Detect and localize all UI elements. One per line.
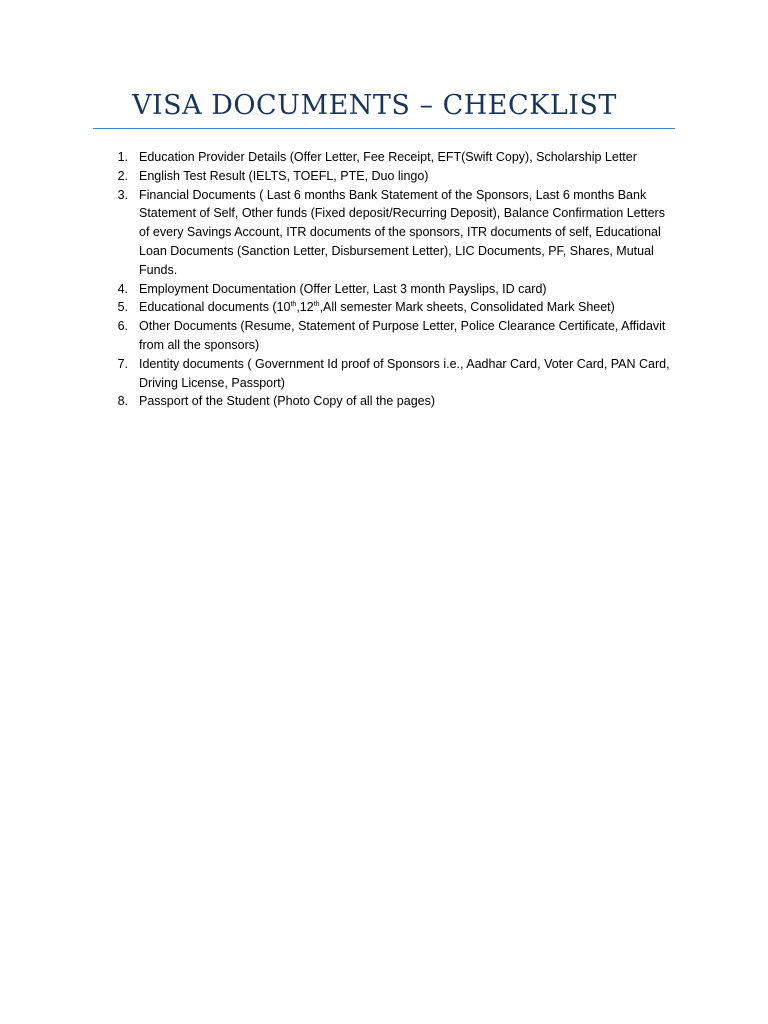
item-text — [139, 298, 670, 317]
page-title: VISA DOCUMENTS – CHECKLIST — [132, 90, 617, 121]
item-text: Identity documents ( Government Id proof of Sponsors i.e., Aadhar Card, Voter Card, PAN Card, Driving License, Passport) — [139, 356, 670, 390]
checklist-item-8 — [110, 392, 670, 411]
visa-documents-checklist — [110, 148, 670, 411]
item-text: English Test Result (IELTS, TOEFL, PTE, Duo lingo) — [139, 168, 429, 183]
item-text-part: Educational documents (10 — [139, 300, 291, 315]
checklist-item-5 — [110, 298, 670, 317]
item-number: 7. — [117, 356, 128, 371]
item-number: 3. — [117, 187, 128, 202]
superscript-th: th — [290, 301, 297, 309]
checklist-item-7 — [110, 355, 670, 393]
checklist-item-4 — [110, 280, 670, 299]
item-number: 5. — [117, 300, 128, 315]
item-text-part: ,12 — [296, 300, 314, 315]
superscript-th: th — [313, 301, 320, 309]
checklist-item-3 — [110, 186, 670, 280]
item-number: 1. — [117, 150, 128, 164]
item-text: Other Documents (Resume, Statement of Purpose Letter, Police Clearance Certificate, Affidavit from all the sponsors) — [139, 319, 666, 352]
checklist-item-6 — [110, 317, 670, 355]
item-number: 6. — [117, 319, 128, 334]
item-number: 4. — [117, 281, 128, 296]
item-text-part: ,All semester Mark sheets, Consolidated Mark Sheet) — [319, 300, 615, 315]
item-text: Employment Documentation (Offer Letter, Last 3 month Payslips, ID card) — [139, 281, 547, 296]
item-text: Education Provider Details (Offer Letter, Fee Receipt, EFT(Swift Copy), Scholarship Letter — [139, 150, 637, 164]
item-number: 8. — [117, 394, 128, 409]
item-number: 2. — [117, 168, 128, 183]
title-underline-rule — [93, 128, 675, 129]
checklist-item-2 — [110, 167, 670, 186]
item-text: Financial Documents ( Last 6 months Bank Statement of the Sponsors, Last 6 months Bank Statement of Self, Other funds (Fixed deposit/Recurring Deposit), Balance Confirmation Letters of every Savings Account, ITR documents of the sponsors, ITR documents of self, Educational Loan Documents (Sanction Letter, Disbursement Letter), LIC Documents, PF, Shares, Mutual Funds. — [139, 187, 665, 277]
item-text: Passport of the Student (Photo Copy of all the pages) — [139, 394, 436, 409]
checklist-item-1 — [110, 148, 670, 167]
